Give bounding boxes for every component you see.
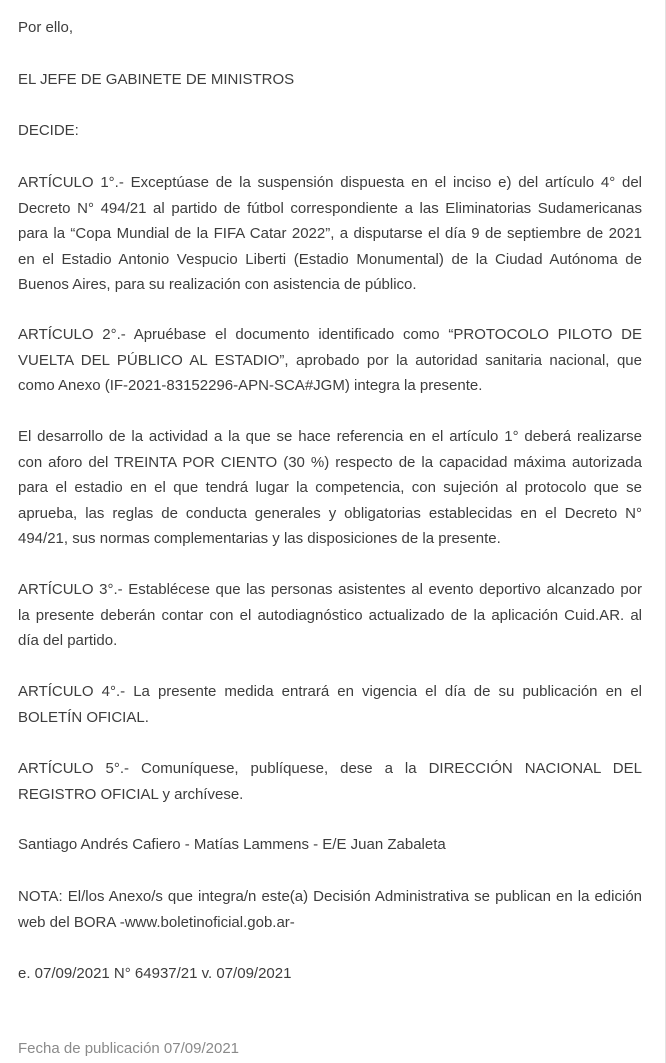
article-5: ARTÍCULO 5°.- Comuníquese, publíquese, dese a la DIRECCIÓN NACIONAL DEL REGISTRO OFICIAL y archívese. xyxy=(18,760,642,803)
article-2-paragraph: El desarrollo de la actividad a la que se hace referencia en el artículo 1° deberá realizarse con aforo del TREINTA POR CIENTO (30 %) respecto de la capacidad máxima autorizada para el estadio en el que tendrá lugar la competencia, con sujeción al protocolo que se aprueba, las reglas de conducta generales y obligatorias establecidas en el Decreto N° 494/21, sus normas complementarias y las disposiciones de la presente. xyxy=(18,428,642,547)
article-3: ARTÍCULO 3°.- Establécese que las personas asistentes al evento deportivo alcanzado por la presente deberán contar con el autodiagnóstico actualizado de la aplicación Cuid.AR. al día del partido. xyxy=(18,581,642,649)
article-1: ARTÍCULO 1°.- Exceptúase de la suspensión dispuesta en el inciso e) del artículo 4° del Decreto N° 494/21 al partido de fútbol correspondiente a las Eliminatorias Sudamericanas para la “Copa Mundial de la FIFA Catar 2022”, a disputarse el día 9 de septiembre de 2021 en el Estadio Antonio Vespucio Liberti (Estadio Monumental) de la Ciudad Autónoma de Buenos Aires, para su realización con asistencia de público. xyxy=(18,174,642,293)
article-4: ARTÍCULO 4°.- La presente medida entrará en vigencia el día de su publicación en el BOLETÍN OFICIAL. xyxy=(18,683,642,726)
publication-date: Fecha de publicación 07/09/2021 xyxy=(18,1040,240,1057)
authority-heading: EL JEFE DE GABINETE DE MINISTROS xyxy=(18,71,295,88)
signatures: Santiago Andrés Cafiero - Matías Lammens - E/E Juan Zabaleta xyxy=(18,836,446,853)
article-2: ARTÍCULO 2°.- Apruébase el documento identificado como “PROTOCOLO PILOTO DE VUELTA DEL PÚBLICO AL ESTADIO”, aprobado por la autoridad sanitaria nacional, que como Anexo (IF-2021-83152296-APN-SCA#JGM) integra la presente. xyxy=(18,326,642,394)
intro-text: Por ello, xyxy=(18,19,74,36)
publication-reference: e. 07/09/2021 N° 64937/21 v. 07/09/2021 xyxy=(18,965,292,982)
annex-note: NOTA: El/los Anexo/s que integra/n este(a) Decisión Administrativa se publican en la edición web del BORA -www.boletinoficial.gob.ar- xyxy=(18,888,642,931)
decide-heading: DECIDE: xyxy=(18,122,79,139)
